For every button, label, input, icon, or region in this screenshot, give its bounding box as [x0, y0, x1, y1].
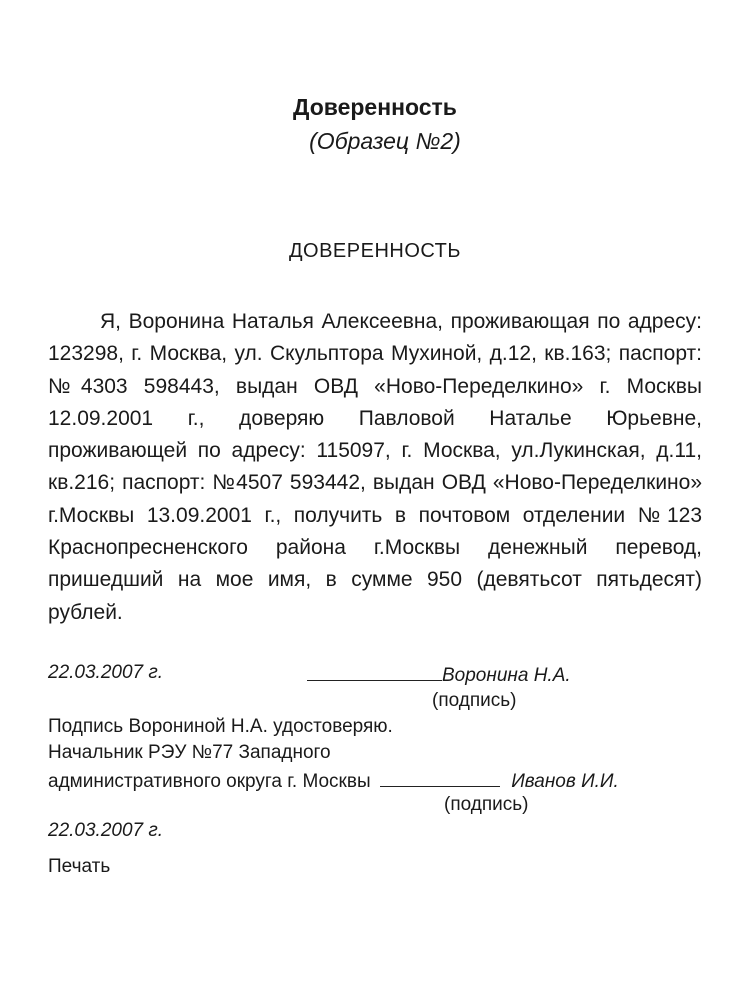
document-title: Доверенность — [293, 94, 457, 120]
signature-line-1 — [307, 662, 442, 681]
official-name: Иванов И.И. — [511, 771, 619, 792]
official-line-2-row — [48, 768, 619, 793]
certify-text: Подпись Ворониной Н.А. удостоверяю. — [48, 716, 393, 737]
document-body: Я, Воронина Наталья Алексеевна, проживающая по адресу: 123298, г. Москва, ул. Скульптора Мухиной, д.12, кв.163; паспорт: №4303 598443, выдан ОВД «Ново-Переделкино» г. Москвы 12.09.2001 г., доверяю Павловой Наталье Юрьевне, проживающей по адресу: 115097, г. Москва, ул.Лукинская, д.11, кв.216; паспорт: №4507 593442, выдан ОВД «Ново-Переделкино» г.Москвы 13.09.2001 г., получить в почтовом отделении №123 Краснопресненского района г.Москвы денежный перевод, пришедший на мое имя, в сумме 950 (девятьсот пятьдесят) рублей. — [48, 310, 702, 624]
signer-signature — [307, 662, 571, 687]
document-subtitle: (Образец №2) — [309, 128, 461, 154]
signature-label-1: (подпись) — [432, 690, 517, 711]
stamp-label: Печать — [48, 856, 111, 877]
signature-label-2: (подпись) — [444, 794, 529, 815]
signer-name: Воронина Н.А. — [442, 665, 571, 686]
official-line-2: административного округа г. Москвы — [48, 771, 371, 792]
document-heading: ДОВЕРЕННОСТЬ — [288, 240, 462, 262]
signature-line-2 — [380, 768, 500, 787]
date-2: 22.03.2007 г. — [48, 820, 164, 841]
date-1: 22.03.2007 г. — [48, 662, 164, 683]
official-line-1: Начальник РЭУ №77 Западного — [48, 742, 331, 763]
